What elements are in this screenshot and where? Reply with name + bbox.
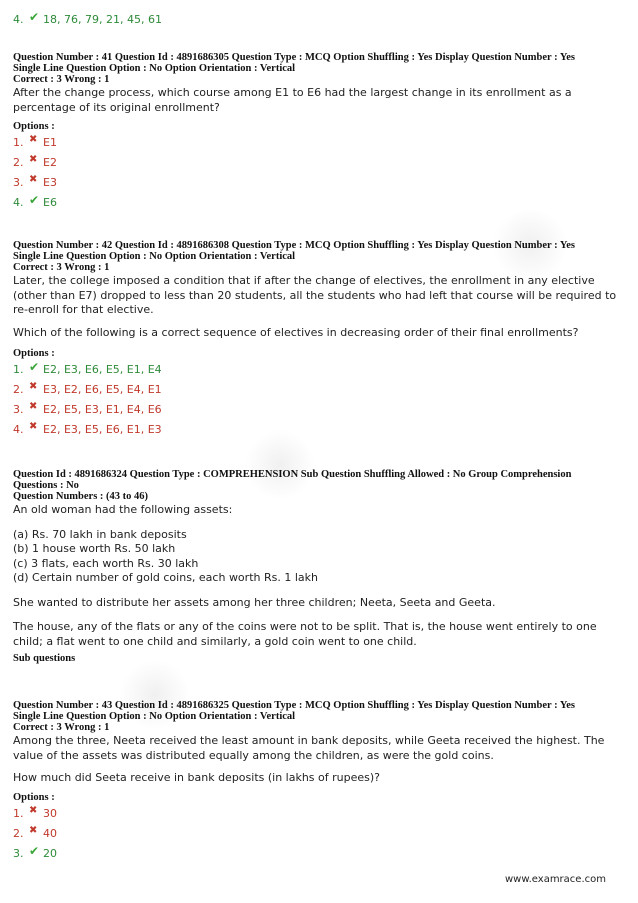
option-number: 3. — [13, 176, 24, 189]
score-line: Correct : 3 Wrong : 1 — [13, 74, 110, 85]
option-text: 30 — [43, 806, 57, 820]
comprehension-paragraph: She wanted to distribute her assets among her three children; Neeta, Seeta and Geeta. — [13, 595, 496, 609]
option-text: E1 — [43, 136, 57, 149]
option-text: 20 — [43, 846, 57, 860]
question-header: Question Number : 43 Question Id : 4891686325 Question Type : MCQ Option Shuffling : Yes Display Question Number : Yes — [13, 700, 576, 711]
question-41 — [0, 52, 638, 213]
option-number: 4. — [13, 13, 24, 26]
cross-icon: ✖ — [29, 134, 38, 145]
option-number: 2. — [13, 383, 24, 396]
option-number: 1. — [13, 806, 24, 820]
comprehension-block — [0, 469, 638, 665]
option-item[interactable] — [13, 193, 625, 213]
option-number: 3. — [13, 403, 24, 416]
score-line: Correct : 3 Wrong : 1 — [13, 262, 110, 273]
option-number: 1. — [13, 363, 24, 376]
option-number: 1. — [13, 136, 24, 149]
asset-item: (a) Rs. 70 lakh in bank deposits — [13, 527, 187, 541]
question-text: Among the three, Neeta received the least amount in bank deposits, while Geeta received the highest. The value of the assets was distributed equally among the children, as were the gold coins. — [13, 734, 605, 762]
sub-questions-label: Sub questions — [13, 653, 76, 664]
option-text: E2, E3, E6, E5, E1, E4 — [43, 363, 162, 376]
asset-item: (b) 1 house worth Rs. 50 lakh — [13, 542, 176, 555]
cross-icon: ✖ — [29, 824, 38, 836]
option-item[interactable] — [13, 400, 625, 420]
cross-icon: ✖ — [29, 174, 38, 185]
option-item[interactable] — [13, 153, 625, 173]
cross-icon: ✖ — [29, 401, 38, 412]
prev-question-option — [0, 10, 638, 30]
question-header: Question Number : 42 Question Id : 4891686308 Question Type : MCQ Option Shuffling : Yes Display Question Number : Yes — [13, 240, 576, 251]
question-43 — [0, 700, 638, 864]
option-text: 40 — [43, 826, 57, 840]
option-text: E2, E3, E5, E6, E1, E3 — [43, 423, 162, 436]
footer-url[interactable]: www.examrace.com — [505, 874, 606, 885]
comprehension-header: Question Id : 4891686324 Question Type : COMPREHENSION Sub Question Shuffling Allowed : No Group Comprehension — [13, 469, 572, 480]
check-icon: ✔ — [29, 843, 40, 858]
options-label: Options : — [13, 121, 55, 132]
option-item[interactable] — [13, 380, 625, 400]
check-icon: ✔ — [29, 10, 40, 24]
option-number: 4. — [13, 423, 24, 436]
option-number: 2. — [13, 156, 24, 169]
question-subtext: How much did Seeta receive in bank deposits (in lakhs of rupees)? — [13, 771, 381, 784]
question-header-line2: Single Line Question Option : No Option Orientation : Vertical — [13, 63, 296, 74]
option-item[interactable] — [13, 133, 625, 153]
option-item[interactable] — [13, 844, 625, 864]
comprehension-header-line2: Questions : No — [13, 480, 79, 491]
option-item[interactable] — [13, 360, 625, 380]
question-numbers: Question Numbers : (43 to 46) — [13, 491, 149, 502]
question-subtext: Which of the following is a correct sequence of electives in decreasing order of their final enrollments? — [13, 325, 579, 339]
question-text: Later, the college imposed a condition that if after the change of electives, the enrollment in any elective (other than E7) dropped to less than 20 students, all the students who had left that course will be required to re-enroll for that elective. — [13, 274, 617, 316]
option-item[interactable] — [13, 420, 625, 440]
question-header: Question Number : 41 Question Id : 4891686305 Question Type : MCQ Option Shuffling : Yes Display Question Number : Yes — [13, 52, 576, 63]
asset-item: (d) Certain number of gold coins, each worth Rs. 1 lakh — [13, 571, 318, 584]
options-label: Options : — [13, 791, 55, 803]
question-text: After the change process, which course among E1 to E6 had the largest change in its enrollment as a percentage of its original enrollment? — [13, 86, 572, 114]
option-text: E2, E5, E3, E1, E4, E6 — [43, 403, 162, 416]
option-item[interactable] — [13, 824, 625, 844]
option-number: 4. — [13, 196, 24, 209]
cross-icon: ✖ — [29, 154, 38, 165]
cross-icon: ✖ — [29, 804, 38, 816]
question-header-line2: Single Line Question Option : No Option Orientation : Vertical — [13, 711, 296, 722]
comprehension-paragraph: The house, any of the flats or any of the coins were not to be split. That is, the house went entirely to one child; a flat went to one child and similarly, a gold coin went to one child. — [13, 620, 597, 648]
option-text: E3, E2, E6, E5, E4, E1 — [43, 383, 162, 396]
cross-icon: ✖ — [29, 381, 38, 392]
option-text: E2 — [43, 156, 57, 169]
option-item[interactable] — [13, 804, 625, 824]
score-line: Correct : 3 Wrong : 1 — [13, 722, 110, 733]
options-label: Options : — [13, 348, 55, 359]
option-item[interactable] — [13, 173, 625, 193]
comprehension-intro: An old woman had the following assets: — [13, 503, 233, 516]
check-icon: ✔ — [29, 193, 40, 207]
option-item[interactable] — [13, 10, 625, 30]
asset-item: (c) 3 flats, each worth Rs. 30 lakh — [13, 556, 199, 570]
cross-icon: ✖ — [29, 421, 38, 432]
option-number: 2. — [13, 826, 24, 840]
check-icon: ✔ — [29, 360, 40, 374]
option-text: E3 — [43, 176, 57, 189]
question-header-line2: Single Line Question Option : No Option Orientation : Vertical — [13, 251, 296, 262]
option-text: E6 — [43, 196, 57, 209]
option-number: 3. — [13, 846, 24, 860]
option-text: 18, 76, 79, 21, 45, 61 — [43, 13, 162, 26]
question-42 — [0, 240, 638, 440]
